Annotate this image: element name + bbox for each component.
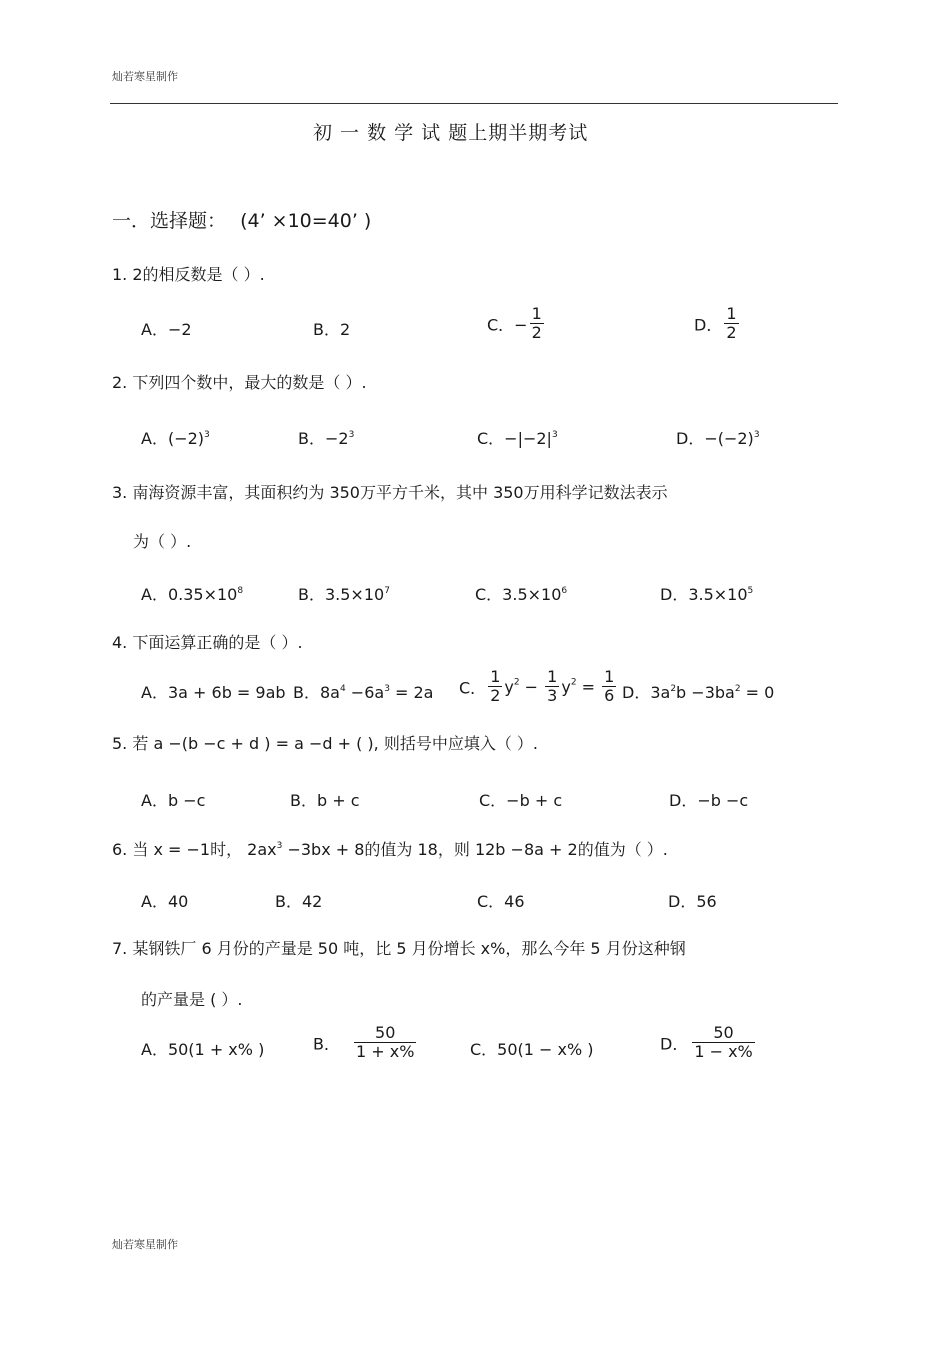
q3-option-b: B．$3.5\times 10^7$ — [298, 585, 390, 604]
header-watermark: 灿若寒星制作 — [112, 70, 178, 83]
section-label: 一．选择题： — [112, 210, 227, 232]
q5-option-d: D．−b −c — [669, 791, 749, 810]
q4-option-b: B．$8a^4 -6a^3 = 2a$ — [293, 683, 434, 702]
q7-option-a: A．50(1 + x% ) — [141, 1040, 265, 1059]
q4-option-a: A．3a + 6b = 9ab — [141, 683, 286, 702]
q7-option-c: C．50(1 − x% ) — [470, 1040, 594, 1059]
q2-option-d: D．$-(-2)^3$ — [676, 429, 760, 448]
footer-watermark: 灿若寒星制作 — [112, 1238, 178, 1251]
q1-option-c: C．− $\frac{1}{2}$ — [487, 304, 542, 343]
q3-option-a: A．$0.35\times 10^8$ — [141, 585, 244, 604]
question-7-stem-continued: 的产量是 ( ）. — [141, 990, 243, 1009]
q4-option-d: D．$3a^2b -3ba^2 = 0$ — [622, 683, 775, 702]
q5-option-c: C．−b + c — [479, 791, 563, 810]
q6-option-a: A．40 — [141, 892, 189, 911]
q3-option-c: C．$3.5\times 10^6$ — [475, 585, 568, 604]
q7-option-b: B． $\frac{50}{1 + x\%}$ — [313, 1023, 415, 1062]
question-4-stem: 4. 下面运算正确的是（ ）. — [112, 633, 303, 652]
q1-option-d: D． $\frac{1}{2}$ — [694, 304, 737, 343]
q7-option-d: D． $\frac{50}{1 - x\%}$ — [660, 1023, 753, 1062]
question-7-stem: 7. 某钢铁厂 6 月份的产量是 50 吨，比 5 月份增长 x%，那么今年 5 月份这种钢 — [112, 939, 686, 958]
section-heading — [112, 206, 371, 233]
q6-option-b: B．42 — [275, 892, 323, 911]
q2-option-a: A．$(-2)^3$ — [141, 429, 210, 448]
section-score: (4’ ×10=40’ ) — [240, 210, 372, 232]
q6-option-d: D．56 — [668, 892, 717, 911]
page-title: 初 一 数 学 试 题上期半期考试 — [313, 122, 589, 144]
question-3-stem-continued: 为（ ）. — [133, 532, 192, 551]
question-3-stem: 3. 南海资源丰富，其面积约为 350万平方千米，其中 350万用科学记数法表示 — [112, 483, 668, 502]
question-6-stem: 6. 当 x = −1时， $2ax^3 -3bx + 8$的值为 18，则 12b −8a + 2的值为（ ）. — [112, 840, 668, 859]
q4-option-c: C． $\frac{1}{2}$ $y^2$ − $\frac{1}{3}$ $y^2$ = $\frac{1}{6}$ — [459, 667, 615, 706]
q6-option-c: C．46 — [477, 892, 525, 911]
question-1-stem: 1. 2的相反数是（ ）. — [112, 265, 265, 284]
q5-option-a: A．b −c — [141, 791, 206, 810]
q3-option-d: D．$3.5\times 10^5$ — [660, 585, 754, 604]
q1-option-a: A．−2 — [141, 320, 192, 339]
question-5-stem: 5. 若 a −(b −c + d ) = a −d + ( ), 则括号中应填入（ ）. — [112, 734, 539, 753]
q2-option-c: C．$-|-2|^3$ — [477, 429, 558, 448]
q5-option-b: B．b + c — [290, 791, 360, 810]
q2-option-b: B．$-2^3$ — [298, 429, 355, 448]
question-2-stem: 2. 下列四个数中，最大的数是（ ）. — [112, 373, 367, 392]
header-divider — [110, 103, 838, 104]
q1-option-b: B．2 — [313, 320, 351, 339]
